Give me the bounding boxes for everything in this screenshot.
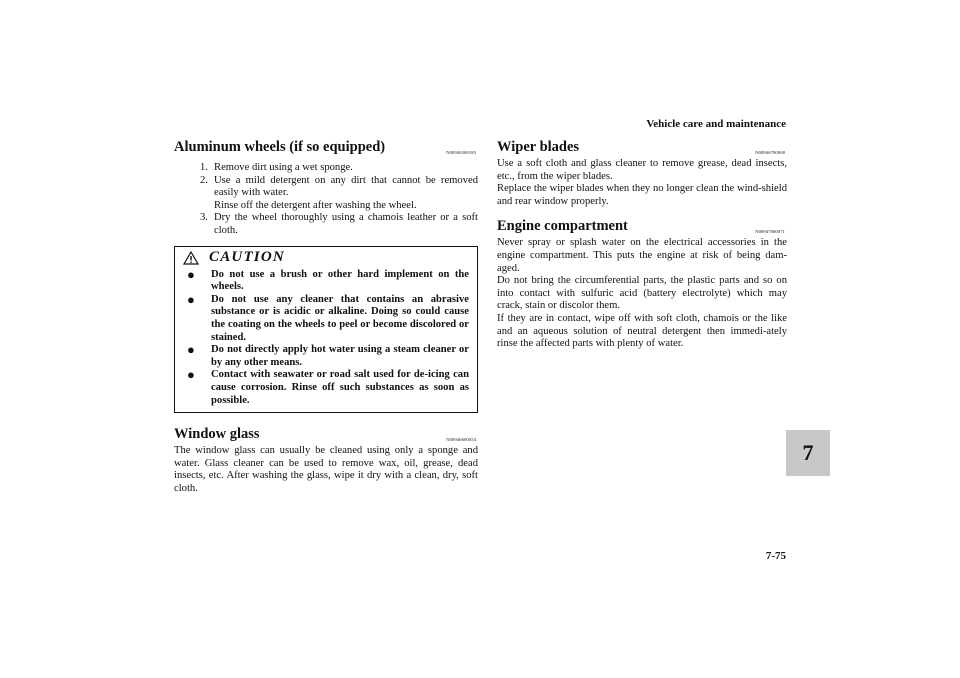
caution-item xyxy=(175,369,477,407)
warning-triangle-icon xyxy=(183,251,199,265)
window-glass-code: N00946600054 xyxy=(446,437,476,443)
aluminum-wheels-title: Aluminum wheels (if so equipped) xyxy=(174,139,386,155)
engine-compartment-para-2: Do not bring the circumferential parts, the plastic parts and so on into contact with sulfuric acid (battery electrolyte) which may crack, stain or discolor them. xyxy=(497,275,787,312)
wiper-blades-heading xyxy=(497,138,787,158)
caution-item-text: Do not use a brush or other hard implement on the wheels. xyxy=(211,268,469,293)
window-glass-title: Window glass xyxy=(174,426,260,443)
window-glass-heading xyxy=(174,425,478,445)
right-column xyxy=(497,138,787,351)
bullet-icon: ● xyxy=(187,367,195,383)
section-tab: 7 xyxy=(786,430,830,476)
caution-box xyxy=(174,246,478,414)
page-header-title: Vehicle care and maintenance xyxy=(646,118,786,130)
left-column xyxy=(174,138,478,495)
step-number: 3. xyxy=(200,212,208,224)
bullet-icon: ● xyxy=(187,291,195,307)
engine-compartment-para-1: Never spray or splash water on the electrical accessories in the engine compartment. This puts the engine at risk of being dam-aged. xyxy=(497,237,787,274)
engine-compartment-para-3: If they are in contact, wipe off with soft cloth, chamois or the like and an aqueous solution of neutral detergent then immedi-ately rinse the affected parts with plenty of water. xyxy=(497,312,787,350)
caution-item-text: Contact with seawater or road salt used for de-icing can cause corrosion. Rinse off such substances as soon as possible. xyxy=(211,369,469,406)
aluminum-wheels-steps xyxy=(174,162,478,238)
engine-compartment-heading xyxy=(497,217,787,237)
window-glass-body: The window glass can usually be cleaned using only a sponge and water. Glass cleaner can be used to remove wax, oil, grease, dead insects, etc. After washing the glass, wipe it dry with a clean, dry, soft cloth. xyxy=(174,445,478,494)
bullet-icon: ● xyxy=(187,266,195,282)
step-number: 1. xyxy=(200,162,208,173)
caution-title: CAUTION xyxy=(209,249,285,266)
wiper-blades-para-2: Replace the wiper blades when they no longer clean the wind-shield and rear window properly. xyxy=(497,183,787,207)
caution-header xyxy=(175,247,477,269)
wiper-blades-para-1: Use a soft cloth and glass cleaner to remove grease, dead insects, etc., from the wiper blades. xyxy=(497,158,787,182)
wiper-blades-code: N00946700068 xyxy=(755,150,785,155)
step-text: Dry the wheel thoroughly using a chamois leather or a soft cloth. xyxy=(214,212,478,236)
wiper-blades-title: Wiper blades xyxy=(497,139,580,155)
caution-item-text: Do not directly apply hot water using a steam cleaner or by any other means. xyxy=(211,344,469,368)
step-item xyxy=(174,162,478,175)
page-number: 7-75 xyxy=(765,550,786,562)
aluminum-wheels-heading xyxy=(174,138,478,158)
step-text: Use a mild detergent on any dirt that cannot be removed easily with water. xyxy=(214,174,478,199)
caution-item xyxy=(175,266,477,294)
step-text: Remove dirt using a wet sponge. xyxy=(214,162,353,173)
engine-compartment-title: Engine compartment xyxy=(497,218,628,235)
step-number: 2. xyxy=(200,174,208,186)
bullet-icon: ● xyxy=(187,342,195,358)
engine-compartment-code: N00947000071 xyxy=(755,229,785,235)
caution-item xyxy=(175,291,477,344)
step-item xyxy=(174,212,478,237)
aluminum-wheels-code: N00946500183 xyxy=(446,150,476,155)
step-item xyxy=(174,175,478,213)
caution-item-text: Do not use any cleaner that contains an abrasive substance or is acidic or alkaline. Doing so could cause the coating on the wheels to peel or become discolored or stained. xyxy=(211,293,469,343)
step-extra-text: Rinse off the detergent after washing the wheel. xyxy=(214,199,417,211)
caution-item xyxy=(175,344,477,369)
